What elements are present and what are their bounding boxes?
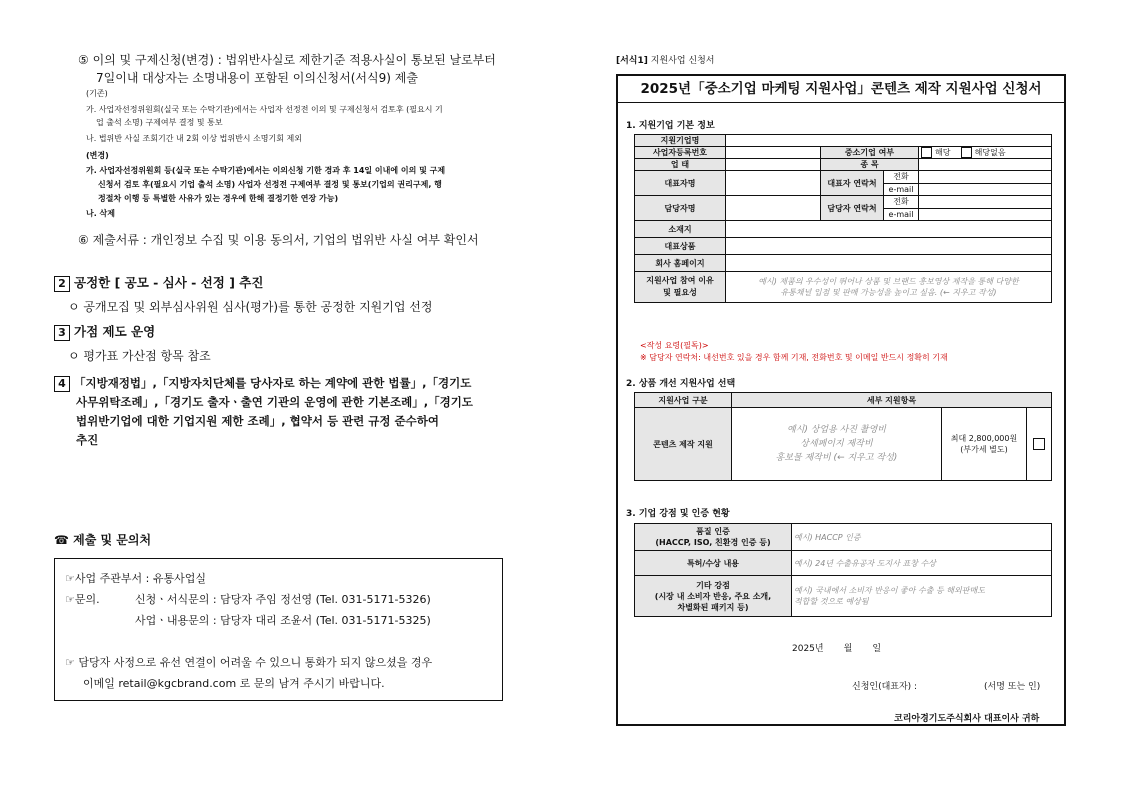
s2-hint-1: 예시) 상업용 사진 촬영비: [786, 425, 887, 435]
label-company: 지원기업명: [635, 135, 726, 147]
s3-r3-hint-2: 적합할 것으로 예상됨: [794, 597, 869, 606]
section3-heading: [54, 323, 155, 341]
label-bizno: 사업자등록번호: [635, 147, 726, 159]
item5-line1: ⑤ 이의 및 구제신청(변경) : 법위반사실로 제한기준 적용사실이 통보된 날로부터: [78, 53, 496, 67]
form-number: [616, 53, 715, 66]
prev-ga2: 업 출석 소명) 구제여부 결정 및 통보: [96, 118, 223, 127]
section2-title: 공정한 [ 공모 - 심사 - 선정 ] 추진: [74, 275, 264, 290]
input-bizno[interactable]: [726, 147, 821, 159]
label-ceo: 대표자명: [635, 171, 726, 196]
section4-line3: 법위반기업에 대한 기업지원 제한 조례」, 협약서 등 관련 규정 준수하여: [76, 414, 439, 428]
section4-line2: 사무위탁조례」,「경기도 출자ㆍ출연 기관의 운영에 관한 기본조례」,「경기도: [76, 395, 473, 409]
section2-form-title: 2. 상품 개선 지원사업 선택: [626, 379, 736, 389]
section3-number: 3: [54, 325, 70, 341]
prev-na: 나. 법위반 사실 조회기간 내 2회 이상 법위반시 소명기회 제외: [86, 134, 302, 143]
s3-r3b: (시장 내 소비자 반응, 주요 소개,: [654, 591, 772, 601]
input-address[interactable]: [726, 221, 1052, 238]
s2-header-2: 세부 지원항목: [732, 393, 1052, 408]
input-biztype[interactable]: [726, 159, 821, 171]
s3-r1a: 품질 인증: [696, 527, 730, 536]
s2-select-checkbox[interactable]: [1033, 438, 1045, 450]
prev-ga: 가. 사업자선정위원회(실국 또는 수탁기관)에서는 사업자 선정전 이의 및 구제신청서 검토후 (필요시 기: [86, 105, 443, 114]
section3-form-title: 3. 기업 강점 및 인증 현황: [626, 509, 730, 519]
support-table: [634, 392, 1052, 481]
contact-inquiry-1: 신청ㆍ서식문의 : 담당자 주임 정선영 (Tel. 031-5171-5326): [135, 593, 431, 606]
signature-label: (서명 또는 인): [984, 682, 1041, 692]
application-form: [616, 74, 1066, 726]
section3-title: 가점 제도 운영: [74, 324, 156, 339]
input-item[interactable]: [919, 159, 1052, 171]
contact-title: ☎ 제출 및 문의처: [54, 533, 152, 547]
input-company[interactable]: [726, 135, 1052, 147]
change-label: (변경): [86, 151, 109, 160]
label-ceo-contact: 대표자 연락처: [821, 171, 884, 196]
section4-heading: [54, 374, 471, 392]
label-manager-contact: 담당자 연락처: [821, 196, 884, 221]
label-item: 종 목: [821, 159, 919, 171]
s3-r3a: 기타 강점: [696, 580, 730, 590]
input-product[interactable]: [726, 238, 1052, 255]
date-year: 2025년: [792, 644, 824, 654]
basic-info-table: [634, 134, 1052, 303]
contact-box: [54, 558, 503, 701]
sme-no-checkbox[interactable]: [961, 147, 972, 158]
label-homepage: 회사 홈페이지: [635, 255, 726, 272]
s2-hint-2: 상세페이지 제작비: [800, 439, 873, 449]
reason-hint-1: 예시) 제품의 우수성이 뛰어나 상품 및 브랜드 홍보영상 제작을 통해 다양한: [758, 277, 1019, 286]
s3-label-patent: 특허/수상 내용: [635, 551, 792, 576]
label-reason-2: 및 필요성: [663, 288, 697, 297]
item6: ⑥ 제출서류 : 개인정보 수집 및 이용 동의서, 기업의 법위반 사실 여부 확인서: [78, 233, 479, 247]
section2-number: 2: [54, 276, 70, 292]
applicant-label: 신청인(대표자) :: [852, 682, 918, 692]
chg-na: 나. 삭제: [86, 209, 116, 218]
date-month: 월: [843, 644, 853, 654]
s2-hint-3: 홍보물 제작비 (← 지우고 작성): [775, 453, 898, 463]
sme-yes-label: 해당: [935, 148, 951, 157]
label-manager: 담당자명: [635, 196, 726, 221]
label-reason-1: 지원사업 참여 이유: [646, 276, 714, 285]
s2-max-amount: [942, 408, 1027, 481]
prev-label: (기존): [86, 89, 108, 98]
input-ceo-tel[interactable]: [919, 171, 1052, 184]
s2-row-label: 콘텐츠 제작 지원: [635, 408, 732, 481]
reason-hint-2: 유통채널 입점 및 판매 가능성을 높이고 싶음. (← 지우고 작성): [780, 288, 997, 297]
section4-number: 4: [54, 376, 70, 392]
s2-select-cell: [1027, 408, 1052, 481]
contact-inquiry-2: 사업ㆍ내용문의 : 담당자 대리 조윤서 (Tel. 031-5171-5325): [135, 614, 431, 627]
label-product: 대표상품: [635, 238, 726, 255]
chg-ga1: 가. 사업자선정위원회 등(실국 또는 수탁기관)에서는 이의신청 기한 경과 후 14일 이내에 이의 및 구제: [86, 166, 446, 175]
input-ceo-email[interactable]: [919, 183, 1052, 196]
section2-heading: [54, 274, 263, 292]
label-manager-tel: 전화: [884, 196, 919, 209]
recipient: 코리아경기도주식회사 대표이사 귀하: [894, 714, 1040, 724]
s2-max-2: (부가세 별도): [960, 445, 1008, 454]
section4-line4: 추진: [76, 433, 99, 447]
label-address: 소재지: [635, 221, 726, 238]
label-ceo-tel: 전화: [884, 171, 919, 184]
contact-note-2: 이메일 retail@kgcbrand.com 로 문의 남겨 주시기 바랍니다.: [83, 677, 385, 690]
form-number-bold: [서식1]: [616, 56, 648, 66]
input-manager-tel[interactable]: [919, 196, 1052, 209]
chg-ga3: 정절차 이행 등 특별한 사유가 있는 경우에 한해 결정기한 연장 가능): [98, 194, 339, 203]
guide-text: ※ 담당자 연락처: 내선번호 있을 경우 함께 기재, 전화번호 및 이메일 반드시 정확히 기재: [640, 353, 948, 362]
section4-line1: 「지방재정법」,「지방자치단체를 당사자로 하는 계약에 관한 법률」,「경기도: [74, 376, 472, 390]
s3-r1b: (HACCP, ISO, 친환경 인증 등): [655, 538, 771, 547]
s2-header-1: 지원사업 구분: [635, 393, 732, 408]
chg-ga2: 신청서 검토 후(필요시 기업 출석 소명) 사업자 선정전 구제여부 결정 및 통보(기업의 권리구제, 행: [98, 180, 442, 189]
s3-input-other[interactable]: [792, 576, 1052, 617]
date-line: [792, 641, 881, 654]
s3-input-cert[interactable]: 예시) HACCP 인증: [792, 524, 1052, 551]
s2-max-1: 최대 2,800,000원: [950, 434, 1018, 443]
sme-options: [919, 147, 1052, 159]
label-reason: [635, 272, 726, 303]
s3-label-cert: [635, 524, 792, 551]
form-title: 2025년「중소기업 마케팅 지원사업」콘텐츠 제작 지원사업 신청서: [618, 76, 1064, 103]
input-reason[interactable]: [726, 272, 1052, 303]
section2-bullet: ㅇ 공개모집 및 외부심사위원 심사(평가)를 통한 공정한 지원기업 선정: [68, 300, 433, 314]
contact-note-1: ☞ 담당자 사정으로 유선 연결이 어려울 수 있으니 통화가 되지 않으셨을 경우: [65, 656, 433, 669]
sme-yes-checkbox[interactable]: [921, 147, 932, 158]
input-homepage[interactable]: [726, 255, 1052, 272]
s3-r3-hint-1: 예시) 국내에서 소비자 반응이 좋아 수출 등 해외판매도: [794, 586, 985, 595]
label-manager-email: e-mail: [884, 208, 919, 221]
input-ceo[interactable]: [726, 171, 821, 196]
section3-bullet: ㅇ 평가표 가산점 항목 참조: [68, 349, 211, 363]
section1-title: 1. 지원기업 기본 정보: [626, 121, 715, 131]
s3-r3c: 차별화된 패키지 등): [677, 602, 749, 612]
guide-title: <작성 요령(필독)>: [640, 341, 709, 350]
left-page: [0, 0, 560, 793]
contact-inquiry-label: ☞문의.: [65, 593, 100, 606]
sme-no-label: 해당없음: [974, 148, 1006, 157]
s3-label-other: [635, 576, 792, 617]
input-manager-email[interactable]: [919, 208, 1052, 221]
contact-dept: ☞사업 주관부서 : 유통사업실: [65, 572, 206, 585]
input-manager[interactable]: [726, 196, 821, 221]
label-sme: 중소기업 여부: [821, 147, 919, 159]
strengths-table: [634, 523, 1052, 617]
date-day: 일: [872, 644, 882, 654]
label-biztype: 업 태: [635, 159, 726, 171]
s2-detail-input[interactable]: [732, 408, 942, 481]
s3-input-patent[interactable]: 예시) 24년 수출유공자 도지사 표창 수상: [792, 551, 1052, 576]
form-number-text: 지원사업 신청서: [650, 56, 715, 66]
label-ceo-email: e-mail: [884, 183, 919, 196]
item5-line2: 7일이내 대상자는 소명내용이 포함된 이의신청서(서식9) 제출: [96, 71, 418, 85]
